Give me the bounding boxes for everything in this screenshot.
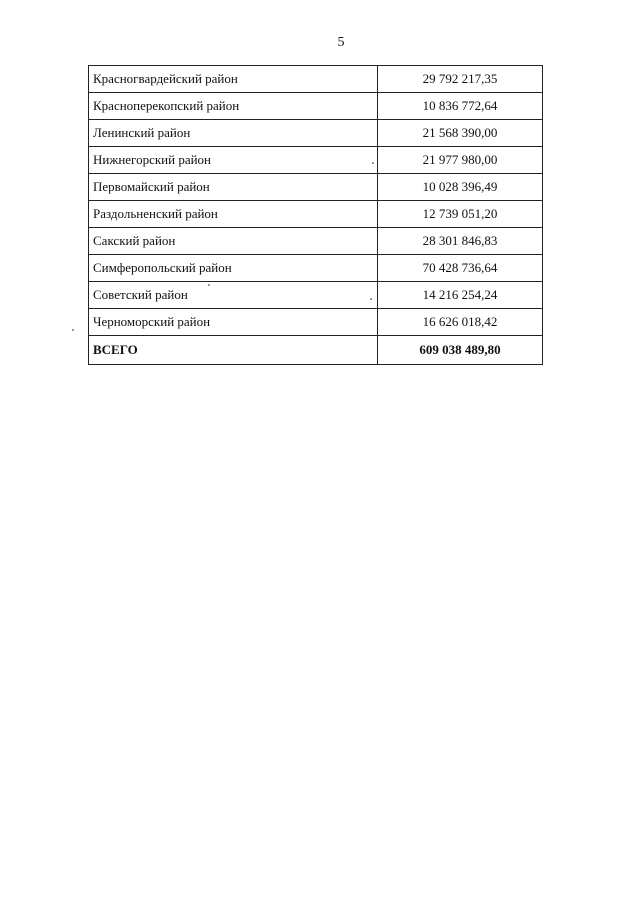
total-amount: 609 038 489,80: [378, 336, 543, 365]
table-row: [89, 174, 543, 201]
amount-value: 16 626 018,42: [378, 309, 543, 336]
district-name: Советский район: [89, 282, 378, 309]
table-row: [89, 147, 543, 174]
district-name: Ленинский район: [89, 120, 378, 147]
page-number: 5: [337, 35, 345, 50]
amount-value: 28 301 846,83: [378, 228, 543, 255]
district-name: Красногвардейский район: [89, 66, 378, 93]
table-row: [89, 120, 543, 147]
amount-value: 29 792 217,35: [378, 66, 543, 93]
amount-value: 21 977 980,00: [378, 147, 543, 174]
amount-value: 10 028 396,49: [378, 174, 543, 201]
table-row: [89, 66, 543, 93]
amount-value: 14 216 254,24: [378, 282, 543, 309]
district-name: Первомайский район: [89, 174, 378, 201]
total-label: ВСЕГО: [89, 336, 378, 365]
scan-speck: [372, 162, 374, 164]
district-name: Симферопольский район: [89, 255, 378, 282]
amount-value: 21 568 390,00: [378, 120, 543, 147]
scan-speck: [208, 284, 210, 286]
table-row: [89, 255, 543, 282]
district-name: Раздольненский район: [89, 201, 378, 228]
table-row: [89, 93, 543, 120]
amount-value: 70 428 736,64: [378, 255, 543, 282]
district-name: Красноперекопский район: [89, 93, 378, 120]
district-name: Сакский район: [89, 228, 378, 255]
table-row: [89, 309, 543, 336]
table-row: [89, 201, 543, 228]
table-row: [89, 282, 543, 309]
district-name: Черноморский район: [89, 309, 378, 336]
scan-speck: [72, 329, 74, 331]
table-row: [89, 228, 543, 255]
total-row: [89, 336, 543, 365]
scan-speck: [370, 298, 372, 300]
district-allocation-table: [88, 65, 543, 365]
amount-value: 12 739 051,20: [378, 201, 543, 228]
amount-value: 10 836 772,64: [378, 93, 543, 120]
district-name: Нижнегорский район: [89, 147, 378, 174]
